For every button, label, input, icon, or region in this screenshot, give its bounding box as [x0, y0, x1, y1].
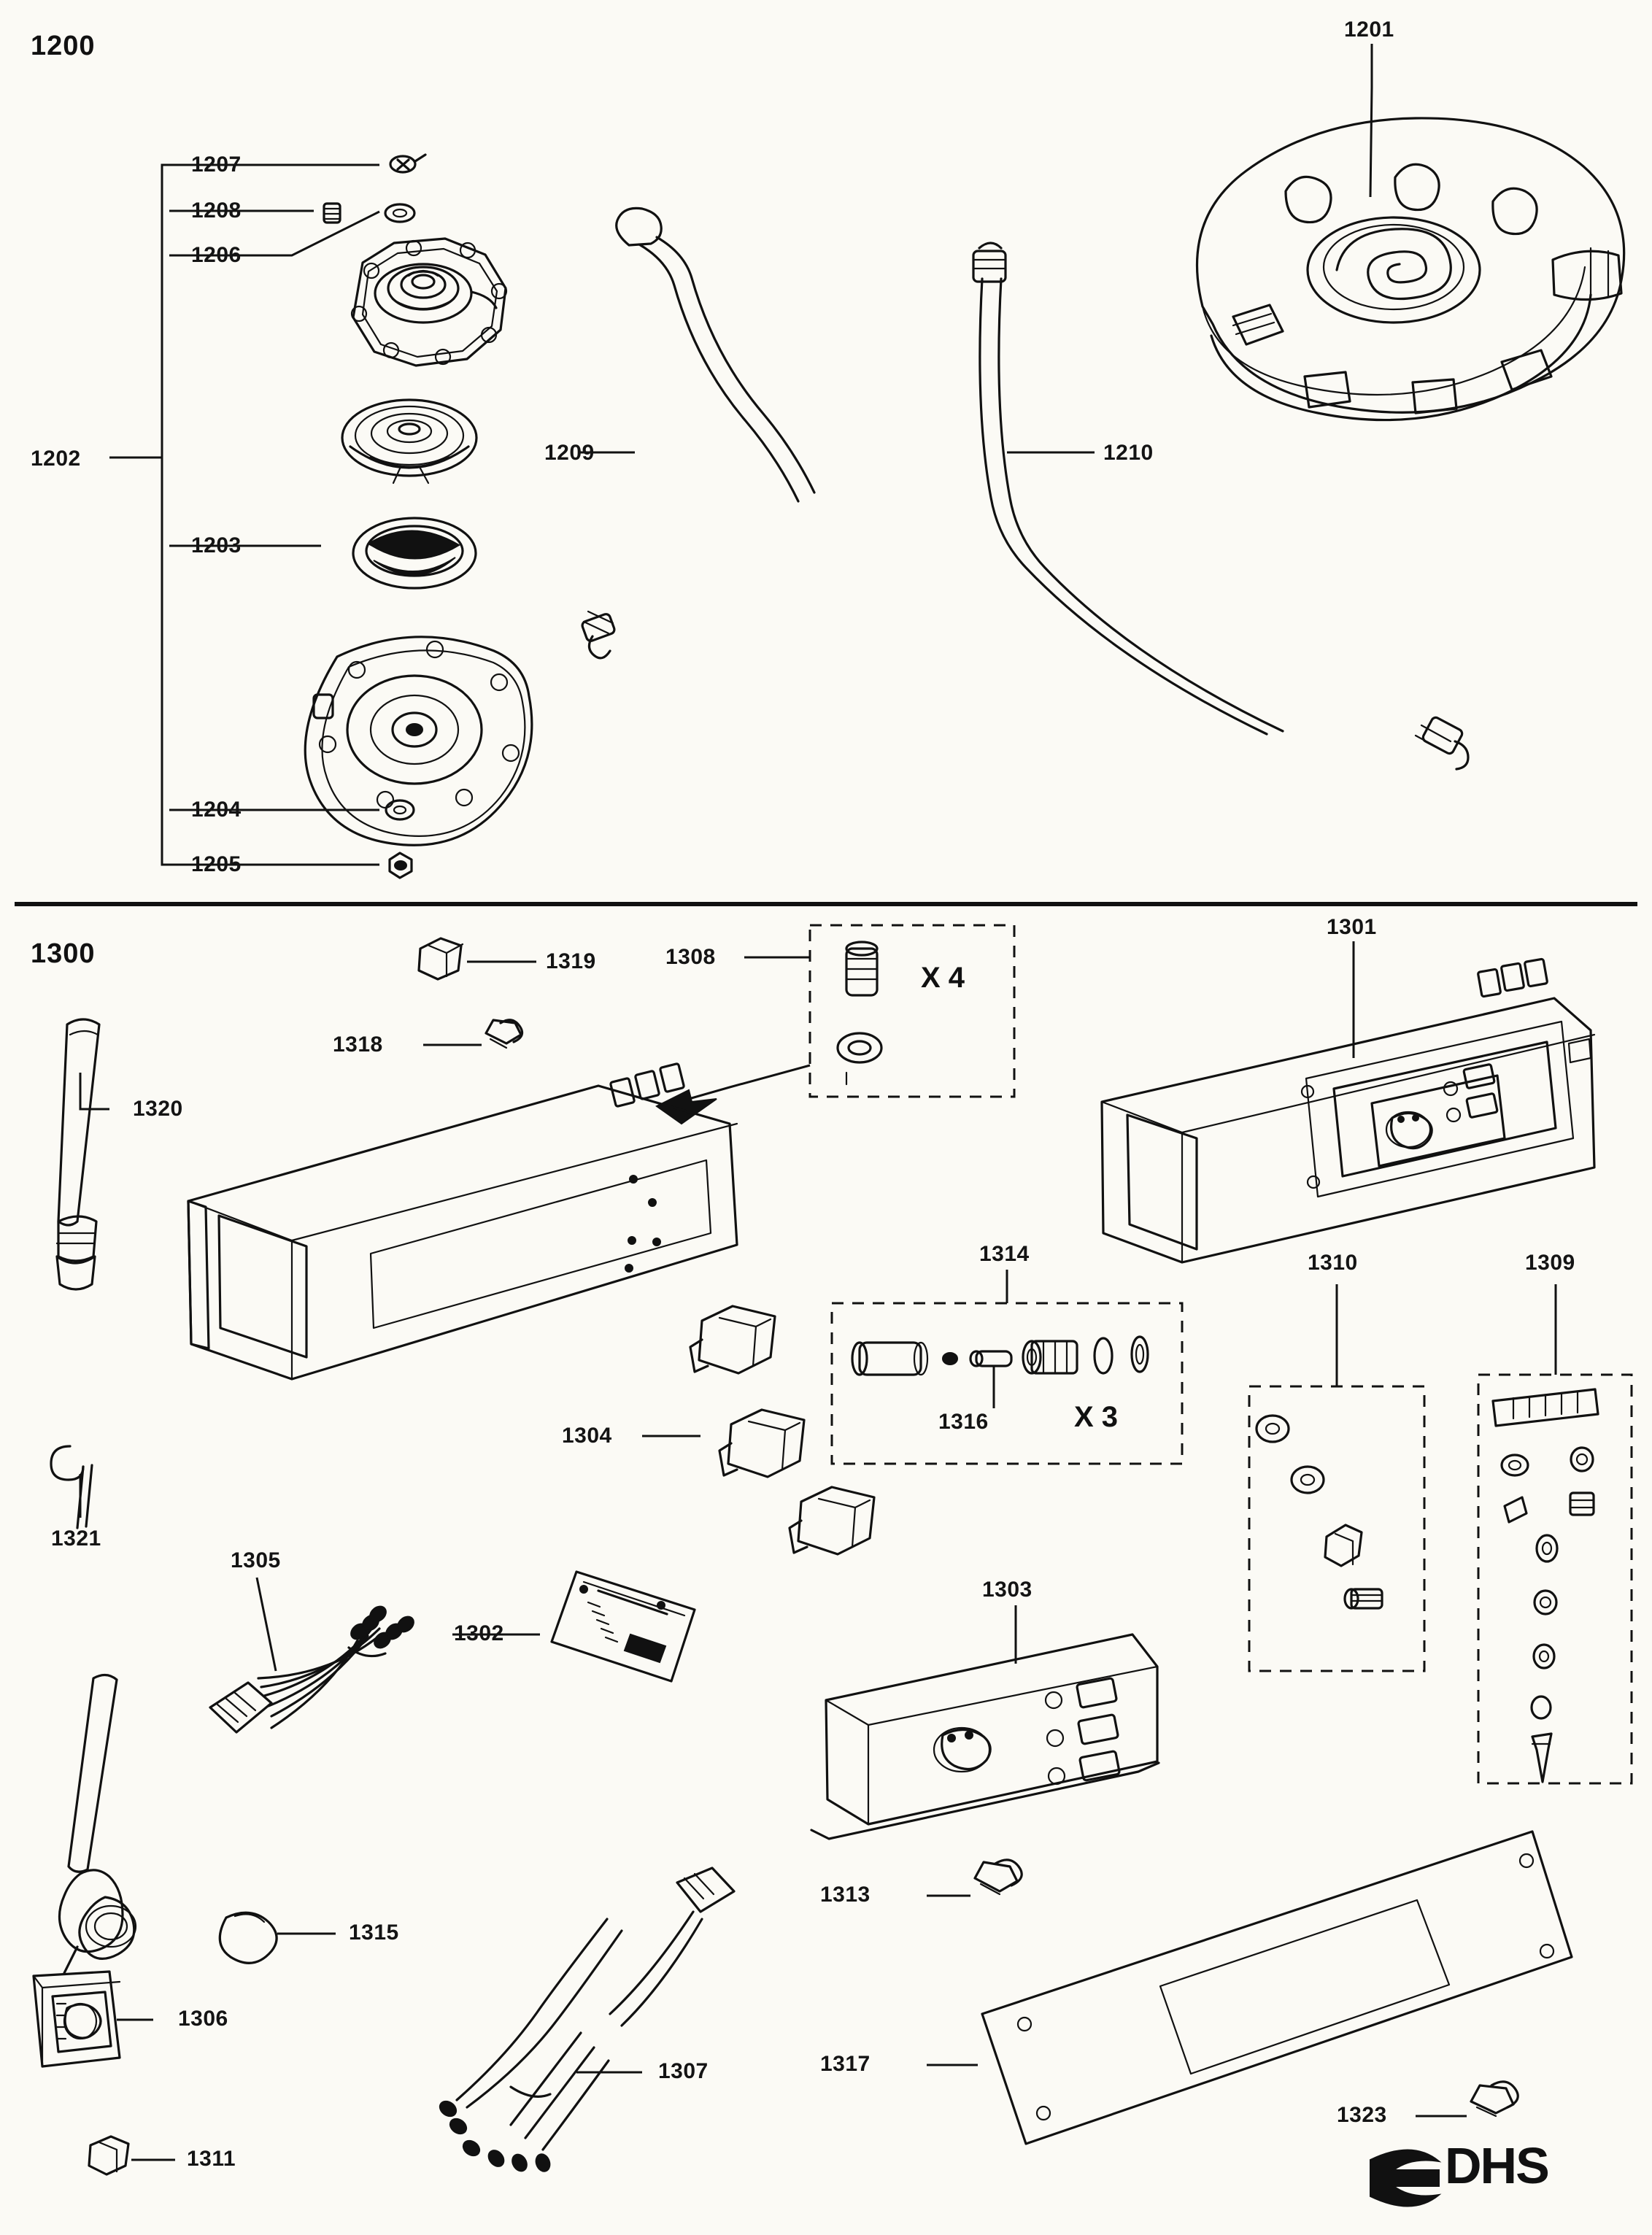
callout-1323: 1323	[1337, 2103, 1387, 2127]
section-divider	[15, 902, 1637, 906]
callout-1310: 1310	[1308, 1251, 1358, 1275]
callout-1316: 1316	[938, 1410, 989, 1434]
brand-logo-text: DHS	[1445, 2137, 1548, 2194]
callout-1302: 1302	[454, 1621, 504, 1645]
callout-1303: 1303	[982, 1578, 1032, 1602]
callout-1304: 1304	[562, 1424, 612, 1448]
quantity-note-x3: X 3	[1074, 1401, 1119, 1433]
callout-1315: 1315	[349, 1921, 399, 1945]
callout-1313: 1313	[820, 1883, 871, 1907]
callout-1306: 1306	[178, 2007, 228, 2031]
callout-1317: 1317	[820, 2052, 871, 2076]
callout-1318: 1318	[333, 1032, 383, 1057]
callout-1201: 1201	[1344, 18, 1394, 42]
callout-1204: 1204	[191, 798, 242, 822]
callout-1203: 1203	[191, 533, 242, 557]
callout-1210: 1210	[1103, 441, 1154, 465]
callout-1202: 1202	[31, 447, 81, 471]
callout-1207: 1207	[191, 153, 242, 177]
callout-1309: 1309	[1525, 1251, 1575, 1275]
callout-1314: 1314	[979, 1242, 1030, 1266]
group-title-1300: 1300	[31, 938, 96, 969]
quantity-note-x4: X 4	[921, 962, 965, 994]
callout-1308: 1308	[665, 945, 716, 969]
callout-1307: 1307	[658, 2059, 709, 2083]
callout-1206: 1206	[191, 243, 242, 267]
callout-1301: 1301	[1327, 915, 1377, 939]
callout-1209: 1209	[544, 441, 595, 465]
callout-1320: 1320	[133, 1097, 183, 1121]
callout-1321: 1321	[51, 1526, 101, 1551]
group-title-1200: 1200	[31, 31, 96, 61]
callout-1319: 1319	[546, 949, 596, 973]
callout-1205: 1205	[191, 852, 242, 876]
callout-1208: 1208	[191, 198, 242, 223]
callout-1305: 1305	[231, 1548, 281, 1572]
callout-1311: 1311	[187, 2147, 236, 2171]
